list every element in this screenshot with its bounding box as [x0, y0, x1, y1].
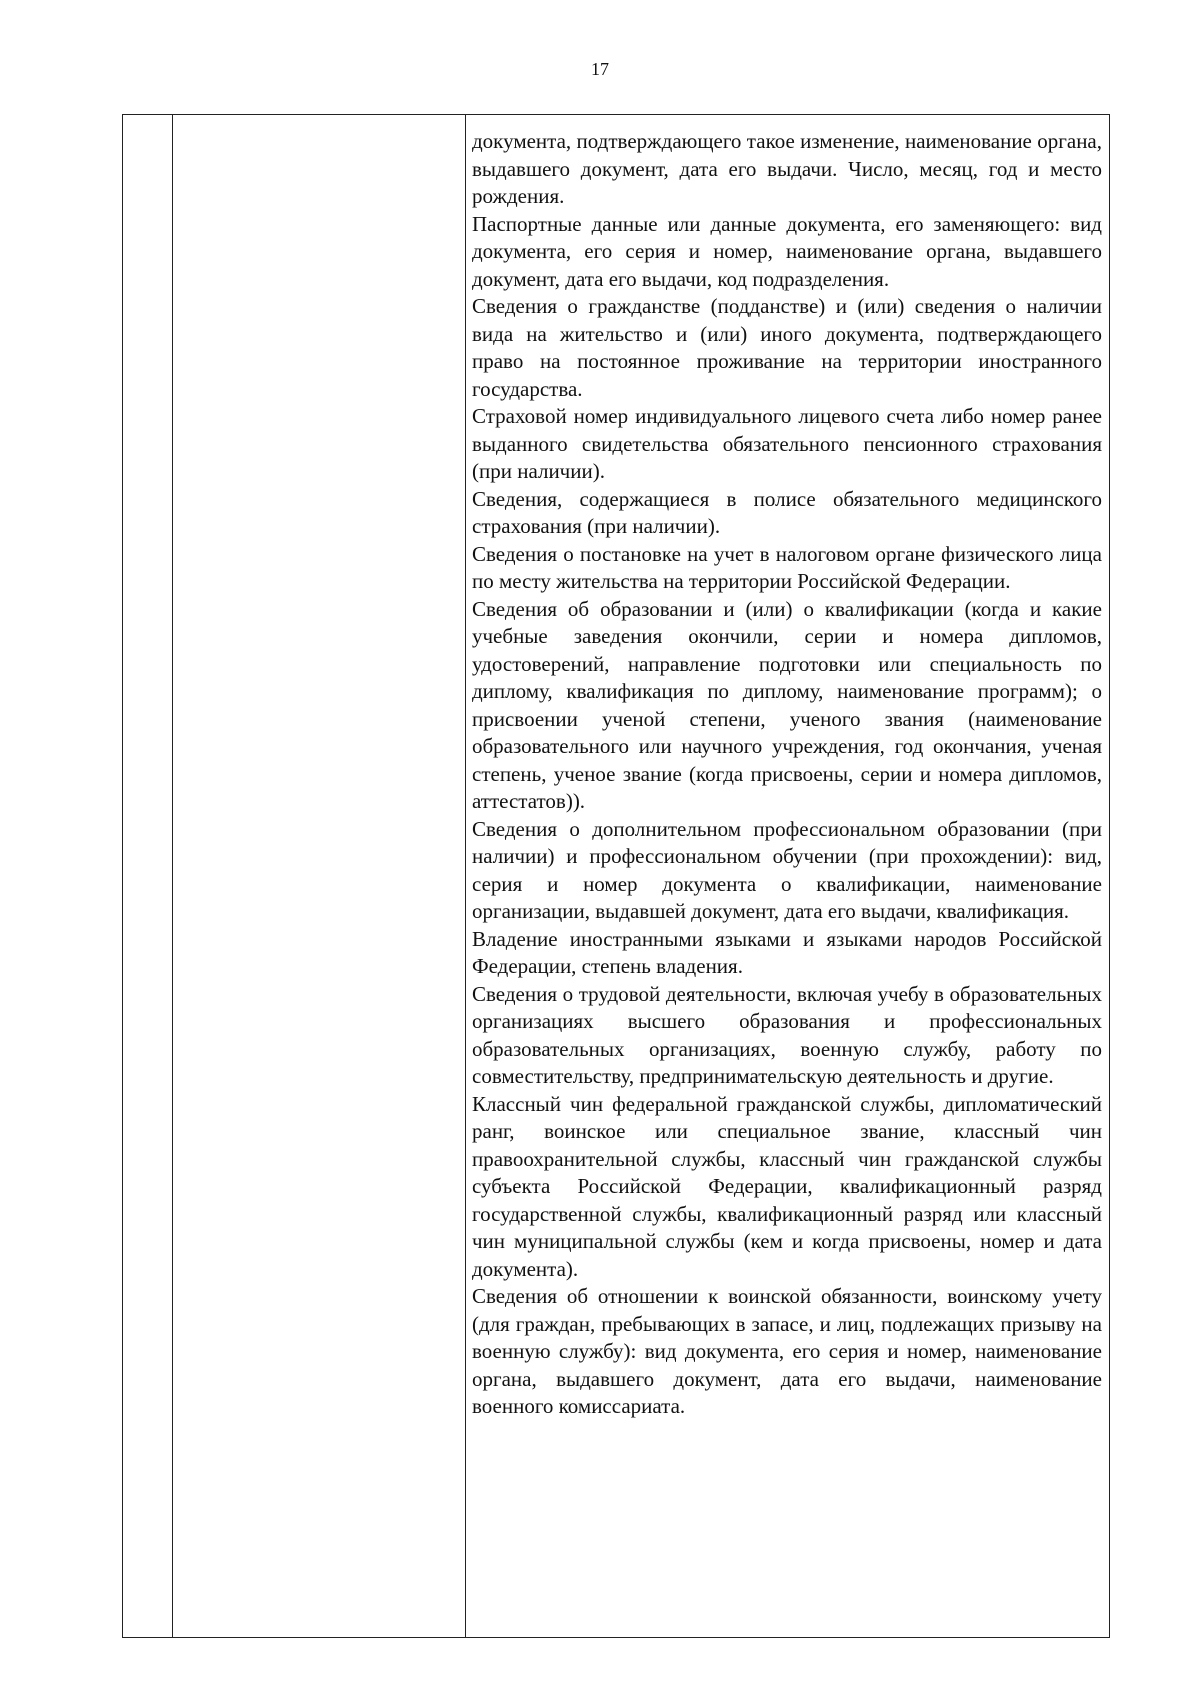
paragraph-work-history: Сведения о трудовой деятельности, включая учебу в образовательных организациях высшего образования и профессиональных образовательных организациях, военную службу, работу по совместительству, предпринимательскую деятельность и другие.	[472, 981, 1102, 1088]
document-table	[122, 114, 1110, 1638]
paragraph-medical-insurance: Сведения, содержащиеся в полисе обязательного медицинского страхования (при наличии).	[472, 486, 1102, 538]
paragraph-languages: Владение иностранными языками и языками народов Российской Федерации, степень владения.	[472, 926, 1102, 978]
paragraph-tax-registration: Сведения о постановке на учет в налоговом органе физического лица по месту жительства на территории Российской Федерации.	[472, 541, 1102, 593]
paragraph-document-change: документа, подтверждающего такое изменение, наименование органа, выдавшего документ, дата его выдачи. Число, месяц, год и место рождения.	[472, 129, 1102, 208]
table-cell-content	[472, 128, 1102, 1421]
table-column-divider-2	[465, 115, 466, 1637]
page-number: 17	[591, 59, 609, 79]
paragraph-insurance-number: Страховой номер индивидуального лицевого счета либо номер ранее выданного свидетельства обязательного пенсионного страхования (при наличии).	[472, 404, 1102, 483]
paragraph-additional-education: Сведения о дополнительном профессиональном образовании (при наличии) и профессиональном обучении (при прохождении): вид, серия и номер документа о квалификации, наименование организации, выдавшей документ, дата его выдачи, квалификация.	[472, 816, 1102, 923]
paragraph-citizenship: Сведения о гражданстве (подданстве) и (или) сведения о наличии вида на жительство и (или) иного документа, подтверждающего право на постоянное проживание на территории иностранного государства.	[472, 294, 1102, 401]
paragraph-education: Сведения об образовании и (или) о квалификации (когда и какие учебные заведения окончили, серии и номера дипломов, удостоверений, направление подготовки или специальность по диплому, квалификация по диплому, наименование программ); о присвоении ученой степени, ученого звания (наименование образовательного или научного учреждения, год окончания, ученая степень, ученое звание (когда присвоены, серии и номера дипломов, аттестатов)).	[472, 596, 1102, 813]
paragraph-passport-data: Паспортные данные или данные документа, его заменяющего: вид документа, его серия и номер, наименование органа, выдавшего документ, дата его выдачи, код подразделения.	[472, 211, 1102, 291]
paragraph-military-duty: Сведения об отношении к воинской обязанности, воинскому учету (для граждан, пребывающих в запасе, и лиц, подлежащих призыву на военную службу): вид документа, его серия и номер, наименование органа, выдавшего документ, дата его выдачи, наименование военного комиссариата.	[472, 1284, 1102, 1418]
table-column-divider-1	[172, 115, 173, 1637]
paragraph-class-rank: Классный чин федеральной гражданской службы, дипломатический ранг, воинское или специальное звание, классный чин правоохранительной службы, классный чин гражданской службы субъекта Российской Федерации, квалификационный разряд государственной службы, квалификационный разряд или классный чин муниципальной службы (кем и когда присвоены, номер и дата документа).	[472, 1091, 1102, 1281]
